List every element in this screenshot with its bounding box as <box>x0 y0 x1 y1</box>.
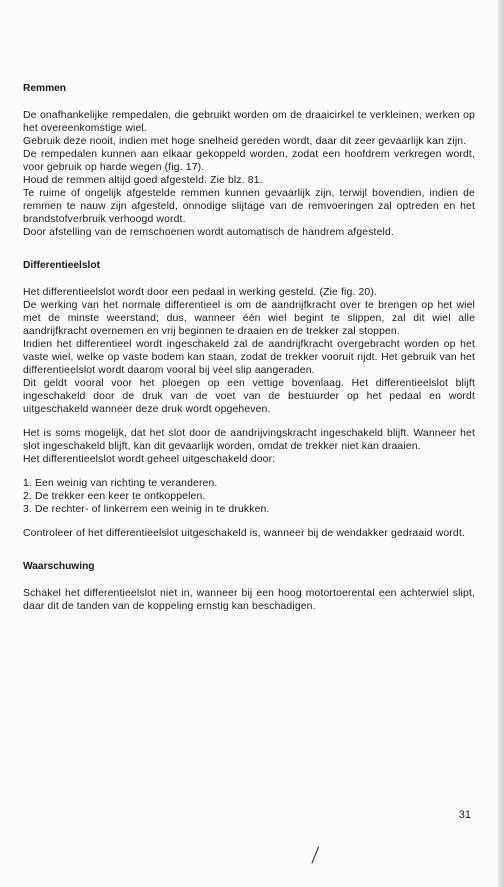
section-remmen <box>23 82 475 239</box>
spacer <box>23 239 475 259</box>
paragraph: De werking van het normale differentieel is om de aandrijfkracht over te brengen op het wiel met de minste weerstand; dus, wanneer één wiel begint te slippen, zal dit wiel alle aandrijfkracht overnemen en vrij beginnen te draaien en de trekker zal stoppen. <box>23 300 475 337</box>
paragraph: Door afstelling van de remschoenen wordt automatisch de handrem afgesteld. <box>23 227 394 238</box>
steps-list <box>23 477 475 516</box>
paragraph: Het is soms mogelijk, dat het slot door de aandrijvingskracht ingeschakeld blijft. Wanneer het slot ingeschakeld blijft, kan dit gevaarlijk worden, omdat de trekker niet kan draaien. <box>23 428 475 452</box>
spacer <box>23 466 475 477</box>
section-heading-remmen: Remmen <box>23 83 67 94</box>
spacer <box>23 416 475 427</box>
paragraph: Te ruime of ongelijk afgestelde remmen kunnen gevaarlijk zijn, terwijl bovendien, indien de remmen te nauw zijn afgesteld, onnodige slijtage van de remvoeringen zal optreden en het brandstofverbruik verhoogd wordt. <box>23 188 475 225</box>
page-edge-shadow <box>498 0 504 887</box>
section-heading-waarschuwing: Waarschuwing <box>23 561 95 572</box>
paragraph: Indien het differentieel wordt ingeschakeld zal de aandrijfkracht overgebracht worden op het vaste wiel, welke op vaste bodem kan staan, zodat de trekker vooruit rijdt. Het gebruik van het differentieelslot wordt daarom vooral bij veel slip aangeraden. <box>23 339 475 376</box>
page-number: 31 <box>458 809 471 821</box>
paragraph: Het differentieelslot wordt geheel uitgeschakeld door: <box>23 454 276 465</box>
paragraph: Dit geldt vooral voor het ploegen op een vettige bovenlaag. Het differentieelslot blijft ingeschakeld door de druk van de voet van de bestuurder op het pedaal en wordt uitgeschakeld wanneer deze druk wordt opgeheven. <box>23 378 475 415</box>
paragraph: Controleer of het differentieelslot uitgeschakeld is, wanneer bij de wendakker gedraaid wordt. <box>23 528 465 539</box>
section-waarschuwing <box>23 560 475 613</box>
list-item: 2. De trekker een keer te ontkoppelen. <box>23 491 206 502</box>
pen-stroke-icon <box>310 846 320 864</box>
paragraph: Schakel het differentieelslot niet in, wanneer bij een hoog motortoerental een achterwiel slipt, daar dit de tanden van de koppeling ernstig kan beschadigen. <box>23 588 475 612</box>
spacer <box>23 540 475 560</box>
list-item: 3. De rechter- of linkerrem een weinig in te drukken. <box>23 504 270 515</box>
paragraph: Het differentieelslot wordt door een pedaal in werking gesteld. (Zie fig. 20). <box>23 287 378 298</box>
section-heading-differentieelslot: Differentieelslot <box>23 260 100 271</box>
spacer <box>23 516 475 527</box>
document-page <box>23 82 475 613</box>
paragraph: Houd de remmen altijd goed afgesteld. Zie blz. 81. <box>23 175 263 186</box>
section-differentieelslot <box>23 259 475 540</box>
paragraph: De rempedalen kunnen aan elkaar gekoppeld worden, zodat een hoofdrem verkregen wordt, voor gebruik op harde wegen (fig. 17). <box>23 149 475 173</box>
paragraph: De onafhankelijke rempedalen, die gebruikt worden om de draaicirkel te verkleinen, werken op het overeenkomstige wiel. <box>23 110 475 134</box>
paragraph: Gebruik deze nooit, indien met hoge snelheid gereden wordt, daar dit zeer gevaarlijk kan zijn. <box>23 136 467 147</box>
list-item: 1. Een weinig van richting te veranderen. <box>23 478 218 489</box>
